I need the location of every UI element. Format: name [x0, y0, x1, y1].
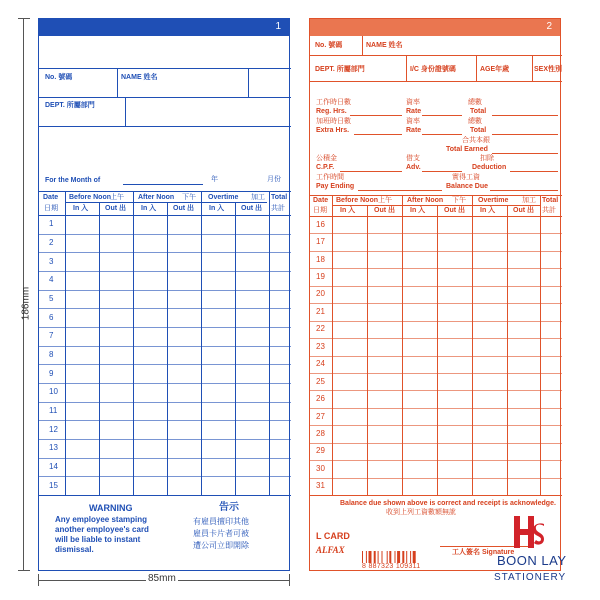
- front-month-label: For the Month of: [45, 177, 101, 184]
- barcode-graphic: [362, 551, 432, 563]
- front-month-cn-label: 月份: [267, 176, 281, 183]
- day-number: 27: [316, 411, 325, 421]
- rate-label-1: Rate: [406, 108, 422, 115]
- front-warning-line-2: another employee's card: [55, 525, 149, 534]
- total-earned-cn: 合共本銀: [462, 137, 490, 144]
- total-earned-label: Total Earned: [446, 146, 488, 153]
- day-number: 25: [316, 376, 325, 386]
- extra-hrs-label: Extra Hrs.: [316, 127, 350, 134]
- back-dept-label: DEPT. 所屬部門: [315, 66, 365, 73]
- time-card-front: [38, 18, 290, 571]
- row-divider: [39, 402, 291, 403]
- row-divider: [310, 373, 562, 374]
- back-date-cn-header: 日期: [313, 207, 327, 214]
- barcode-number: 8 887323 109311: [362, 563, 421, 570]
- front-out-header-1: Out 出: [105, 205, 126, 212]
- back-before-noon-header: Before Noon: [336, 197, 378, 204]
- rate-cn-2: 資率: [406, 118, 420, 125]
- receipt-text-cn: 收到上列工資數額無訛: [386, 509, 456, 516]
- back-no-label: No. 號碼: [315, 42, 343, 49]
- back-total-header: Total: [542, 197, 559, 204]
- front-before-noon-header: Before Noon: [69, 194, 111, 201]
- day-number: 2: [49, 238, 54, 247]
- front-total-header: Total: [271, 194, 288, 201]
- front-overtime-cn: 加工: [251, 194, 265, 201]
- day-number: 12: [49, 424, 58, 434]
- front-notice-line-1: 有雇員擅印其他: [193, 517, 249, 526]
- day-number: 26: [316, 394, 325, 404]
- front-notice-line-3: 遭公司立即開除: [193, 541, 249, 550]
- card-front-page-number: 1: [275, 21, 281, 32]
- row-divider: [39, 439, 291, 440]
- front-after-noon-header: After Noon: [138, 194, 175, 201]
- front-warning-line-4: dismissal.: [55, 545, 94, 554]
- width-dimension-label: 85mm: [148, 573, 176, 584]
- rate-cn-1: 資率: [406, 99, 420, 106]
- day-number: 3: [49, 256, 54, 266]
- pay-ending-label: Pay Ending: [316, 183, 355, 190]
- back-out-header-1: Out 出: [374, 207, 395, 214]
- row-divider: [310, 251, 562, 252]
- front-warning-line-3: will be liable to instant: [55, 535, 141, 544]
- row-divider: [39, 308, 291, 309]
- balance-due-cn: 實得工資: [452, 174, 480, 181]
- back-after-noon-header: After Noon: [407, 197, 444, 204]
- receipt-text-en: Balance due shown above is correct and receipt is acknowledge.: [340, 500, 556, 507]
- day-number: 20: [316, 289, 325, 299]
- row-divider: [310, 303, 562, 304]
- day-number: 21: [316, 306, 325, 316]
- deduction-cn: 扣除: [480, 155, 494, 162]
- pay-ending-cn: 工作時間: [316, 174, 344, 181]
- back-after-noon-cn: 下午: [452, 197, 466, 204]
- front-year-label: 年: [211, 176, 218, 183]
- row-divider: [39, 290, 291, 291]
- day-number: 17: [316, 237, 325, 247]
- deduction-label: Deduction: [472, 164, 507, 171]
- card-back-topbar: [310, 19, 560, 36]
- row-divider: [310, 321, 562, 322]
- day-number: 16: [316, 219, 325, 229]
- front-date-cn-header: 日期: [44, 205, 58, 212]
- front-overtime-header: Overtime: [208, 194, 239, 201]
- balance-due-label: Balance Due: [446, 183, 489, 190]
- row-divider: [310, 460, 562, 461]
- cpf-label: C.P.F.: [316, 164, 335, 171]
- reg-hrs-label: Reg. Hrs.: [316, 108, 347, 115]
- day-number: 9: [49, 368, 54, 378]
- total-cn-2: 總數: [468, 118, 482, 125]
- back-age-label: AGE年歲: [480, 66, 510, 73]
- day-number: 11: [49, 406, 58, 415]
- front-date-header: Date: [43, 194, 59, 201]
- day-number: 18: [316, 254, 325, 264]
- row-divider: [310, 356, 562, 357]
- row-divider: [310, 338, 562, 339]
- back-date-header: Date: [313, 197, 329, 204]
- day-number: 24: [316, 359, 325, 369]
- front-warning-title: WARNING: [89, 503, 133, 513]
- back-sex-label: SEX性別: [534, 66, 563, 73]
- row-divider: [310, 408, 562, 409]
- logo-line-1: BOON LAY: [497, 553, 567, 568]
- row-divider: [39, 346, 291, 347]
- front-name-label: NAME 姓名: [121, 74, 158, 81]
- front-no-label: No. 號碼: [45, 74, 73, 81]
- front-in-header-3: In 入: [209, 205, 225, 212]
- reg-hrs-cn: 工作時日數: [316, 99, 351, 106]
- extra-hrs-cn: 加班時日數: [316, 118, 351, 125]
- front-warning-line-1: Any employee stamping: [55, 515, 148, 524]
- day-number: 14: [49, 462, 58, 471]
- adv-cn: 借支: [406, 155, 420, 162]
- back-out-header-3: Out 出: [513, 207, 534, 214]
- adv-label: Adv.: [406, 164, 421, 171]
- row-divider: [310, 286, 562, 287]
- front-after-noon-cn: 下午: [182, 194, 196, 201]
- back-in-header-3: In 入: [480, 207, 496, 214]
- total-label-1: Total: [470, 108, 487, 115]
- back-before-noon-cn: 上午: [378, 197, 392, 204]
- row-divider: [310, 425, 562, 426]
- day-number: 13: [49, 443, 58, 453]
- day-number: 6: [49, 312, 54, 322]
- back-overtime-cn: 加工: [522, 197, 536, 204]
- total-cn-1: 總數: [468, 99, 482, 106]
- total-label-2: Total: [470, 127, 487, 134]
- front-in-header-1: In 入: [73, 205, 89, 212]
- row-divider: [39, 383, 291, 384]
- day-number: 4: [49, 275, 54, 285]
- row-divider: [39, 364, 291, 365]
- row-divider: [310, 443, 562, 444]
- row-divider: [39, 420, 291, 421]
- signature-label: 工人簽名 Signature: [452, 549, 515, 556]
- front-notice-line-2: 雇員卡片者可被: [193, 529, 249, 538]
- front-in-header-2: In 入: [141, 205, 157, 212]
- height-dimension: [18, 18, 30, 571]
- row-divider: [310, 233, 562, 234]
- width-dimension: [38, 573, 290, 587]
- back-ic-label: I/C 身份證號碼: [410, 66, 456, 73]
- row-divider: [39, 234, 291, 235]
- cpf-cn: 公積金: [316, 155, 337, 162]
- l-card-label: L CARD: [316, 531, 350, 541]
- day-number: 29: [316, 446, 325, 456]
- back-total-cn: 共計: [542, 207, 556, 214]
- day-number: 15: [49, 480, 58, 490]
- time-card-back: [309, 18, 561, 571]
- back-in-header-2: In 入: [410, 207, 426, 214]
- row-divider: [39, 476, 291, 477]
- logo-line-2: STATIONERY: [494, 572, 567, 583]
- row-divider: [310, 390, 562, 391]
- brand-alfax: ALFAX: [316, 545, 345, 555]
- row-divider: [39, 271, 291, 272]
- back-overtime-header: Overtime: [478, 197, 509, 204]
- front-out-header-3: Out 出: [241, 205, 262, 212]
- front-total-cn: 共計: [271, 205, 285, 212]
- day-number: 1: [49, 219, 54, 229]
- front-dept-label: DEPT. 所屬部門: [45, 102, 95, 109]
- day-number: 5: [49, 294, 54, 303]
- day-number: 30: [316, 463, 325, 473]
- day-number: 19: [316, 272, 325, 282]
- day-number: 10: [49, 387, 58, 397]
- row-divider: [39, 252, 291, 253]
- back-in-header-1: In 入: [340, 207, 356, 214]
- day-number: 7: [49, 331, 54, 341]
- card-front-topbar: [39, 19, 289, 36]
- back-out-header-2: Out 出: [444, 207, 465, 214]
- front-notice-title: 告示: [219, 502, 239, 513]
- day-number: 31: [316, 481, 325, 491]
- day-number: 22: [316, 324, 325, 334]
- front-out-header-2: Out 出: [173, 205, 194, 212]
- back-name-label: NAME 姓名: [366, 42, 403, 49]
- front-before-noon-cn: 上午: [110, 194, 124, 201]
- row-divider: [310, 478, 562, 479]
- card-back-page-number: 2: [546, 21, 552, 32]
- row-divider: [39, 458, 291, 459]
- height-dimension-label: 186mm: [20, 286, 32, 321]
- rate-label-2: Rate: [406, 127, 422, 134]
- row-divider: [39, 327, 291, 328]
- day-number: 23: [316, 341, 325, 351]
- row-divider: [310, 268, 562, 269]
- day-number: 28: [316, 428, 325, 438]
- day-number: 8: [49, 350, 54, 359]
- boon-lay-logo-icon: [508, 512, 548, 552]
